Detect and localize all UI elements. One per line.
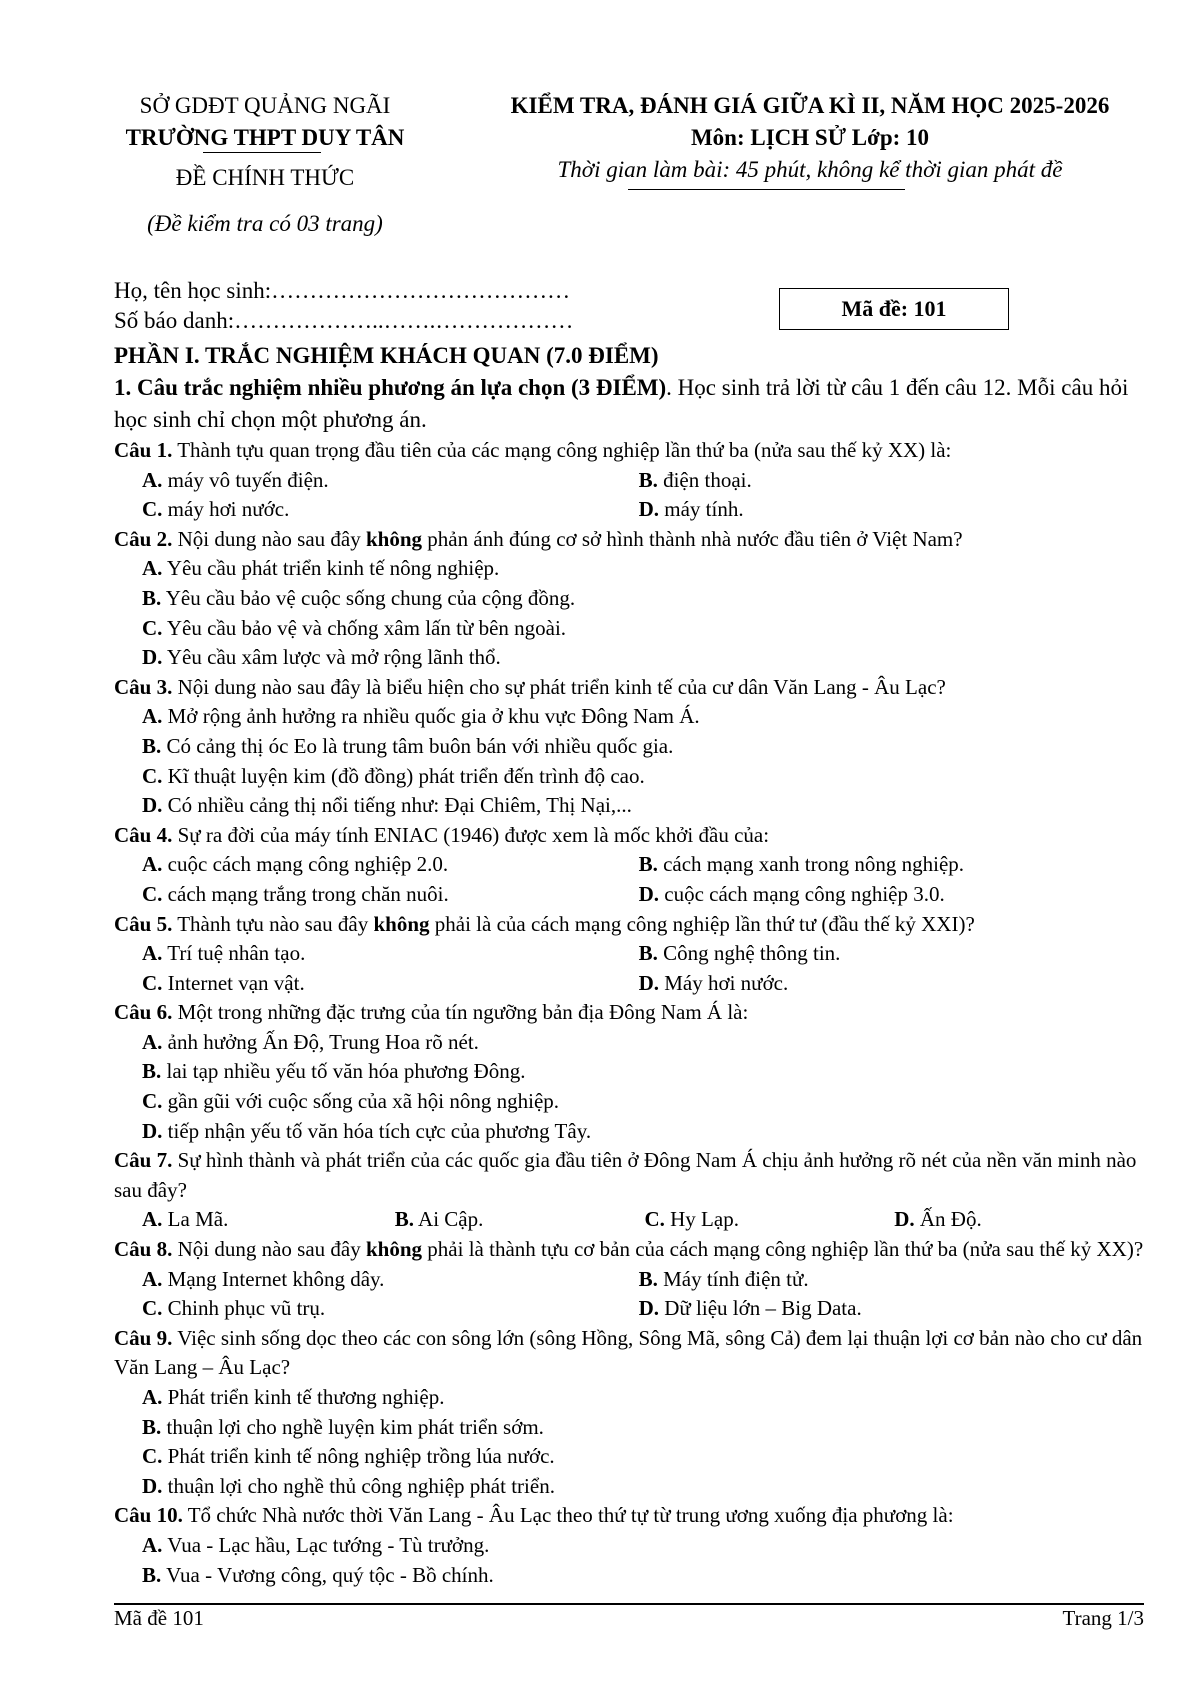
question-text: Sự ra đời của máy tính ENIAC (1946) được xem là mốc khởi đầu của: [172, 822, 770, 847]
option-text: cuộc cách mạng công nghiệp 3.0. [659, 881, 945, 906]
part-instructions [114, 372, 1144, 436]
question-stem [114, 436, 1144, 466]
option-c[interactable] [644, 1205, 894, 1235]
school-name: TRƯỜNG THPT DUY TÂN [125, 125, 405, 150]
question-text-cont: phản ánh đúng cơ sở hình thành nhà nước đầu tiên ở Việt Nam? [422, 526, 963, 551]
question-label: Câu 8. [114, 1237, 173, 1262]
question-label: Câu 10. [114, 1503, 183, 1528]
option-text: cách mạng xanh trong nông nghiệp. [657, 852, 965, 877]
question-text: Nội dung nào sau đây là biểu hiện cho sự phát triển kinh tế của cư dân Văn Lang - Âu Lạc? [172, 674, 946, 699]
option-b[interactable] [639, 466, 1144, 496]
question-2 [114, 525, 1144, 673]
option-text: lai tạp nhiều yếu tố văn hóa phương Đông. [161, 1059, 526, 1084]
question-1 [114, 436, 1144, 525]
exam-code-box: Mã đề: 101 [779, 288, 1009, 330]
option-text: máy tính. [659, 497, 744, 522]
option-letter: D. [638, 1296, 659, 1321]
header-right [450, 90, 1170, 186]
question-stem [114, 821, 1144, 851]
option-b[interactable] [639, 939, 1144, 969]
option-letter: A. [142, 1207, 163, 1232]
question-label: Câu 1. [114, 438, 173, 462]
footer-page-number: Trang 1/3 [1062, 1606, 1144, 1630]
option-d[interactable] [894, 1205, 1144, 1235]
question-label: Câu 2. [114, 526, 173, 551]
option-b[interactable] [395, 1205, 645, 1235]
option-a[interactable] [114, 466, 639, 496]
option-letter: C. [142, 763, 163, 788]
option-d[interactable] [114, 643, 1144, 673]
option-a[interactable] [114, 850, 639, 880]
question-label: Câu 9. [114, 1325, 173, 1350]
option-a[interactable] [114, 1265, 639, 1295]
option-d[interactable] [639, 495, 1144, 525]
option-c[interactable] [114, 1294, 639, 1324]
part-title: PHẦN I. TRẮC NGHIỆM KHÁCH QUAN (7.0 ĐIỂM) [114, 343, 659, 368]
question-text-cont: phải là của cách mạng công nghiệp lần thứ tư (đầu thế kỷ XXI)? [429, 911, 975, 936]
option-letter: C. [142, 497, 163, 522]
option-letter: C. [142, 1444, 163, 1469]
question-text: Nội dung nào sau đây [172, 526, 366, 551]
option-text: Internet vạn vật. [162, 970, 305, 995]
option-b[interactable] [114, 1561, 1144, 1591]
question-text: Sự hình thành và phát triển của các quốc gia đầu tiên ở Đông Nam Á chịu ảnh hưởng rõ nét của nền văn minh nào sau đây? [114, 1148, 1137, 1202]
option-text: Phát triển kinh tế thương nghiệp. [162, 1385, 445, 1409]
option-b[interactable] [114, 584, 1144, 614]
question-list [114, 436, 1144, 1590]
option-letter: D. [142, 645, 163, 670]
option-text: Công nghệ thông tin. [657, 941, 841, 966]
option-text: Mạng Internet không dây. [162, 1266, 385, 1291]
option-c[interactable] [114, 880, 639, 910]
option-letter: A. [142, 467, 163, 492]
option-d[interactable] [639, 1294, 1144, 1324]
option-letter: B. [394, 1207, 414, 1232]
option-letter: D. [638, 881, 659, 906]
question-4 [114, 821, 1144, 910]
option-letter: C. [142, 615, 163, 640]
option-text: Có cảng thị óc Eo là trung tâm buôn bán với nhiều quốc gia. [161, 733, 674, 758]
question-label: Câu 5. [114, 911, 173, 936]
school-underline [203, 152, 321, 153]
option-row [114, 969, 1144, 999]
option-letter: C. [142, 881, 163, 906]
option-c[interactable] [114, 969, 639, 999]
question-emphasis: không [373, 911, 430, 936]
option-letter: A. [142, 941, 163, 966]
option-text: Ai Cập. [413, 1207, 484, 1232]
option-letter: A. [142, 1532, 163, 1557]
option-a[interactable] [114, 939, 639, 969]
option-d[interactable] [114, 791, 1144, 821]
option-d[interactable] [114, 1117, 1144, 1147]
option-letter: D. [142, 1118, 163, 1143]
question-label: Câu 7. [114, 1148, 173, 1173]
option-a[interactable] [142, 1205, 395, 1235]
option-text: cách mạng trắng trong chăn nuôi. [162, 881, 449, 906]
option-letter: A. [142, 1385, 163, 1409]
option-letter: B. [142, 1562, 162, 1587]
question-label: Câu 4. [114, 822, 173, 847]
student-info [114, 276, 573, 336]
option-row [114, 1294, 1144, 1324]
option-letter: D. [142, 793, 163, 818]
option-letter: C. [142, 1089, 163, 1114]
option-letter: B. [638, 852, 658, 877]
option-text: Vua - Lạc hầu, Lạc tướng - Tù trưởng. [162, 1532, 490, 1557]
option-text: Máy tính điện tử. [657, 1266, 809, 1291]
option-row [114, 466, 1144, 496]
option-text: cuộc cách mạng công nghiệp 2.0. [162, 852, 449, 877]
option-letter: B. [142, 733, 162, 758]
option-letter: D. [638, 970, 659, 995]
student-name-field[interactable]: Họ, tên học sinh:………………………………… [114, 278, 571, 303]
option-c[interactable] [114, 762, 1144, 792]
question-text: Một trong những đặc trưng của tín ngưỡng bản địa Đông Nam Á là: [172, 1000, 749, 1025]
question-6 [114, 998, 1144, 1146]
option-row [114, 1265, 1144, 1295]
option-text: ảnh hưởng Ấn Độ, Trung Hoa rõ nét. [162, 1029, 479, 1054]
option-letter: A. [142, 852, 163, 877]
option-text: điện thoại. [657, 467, 752, 492]
option-letter: B. [142, 1414, 162, 1439]
question-text: Thành tựu nào sau đây [172, 911, 374, 936]
time-line: Thời gian làm bài: 45 phút, không kể thời gian phát đề [557, 157, 1063, 182]
option-a[interactable] [114, 702, 1144, 732]
option-letter: B. [638, 467, 658, 492]
header-left [90, 90, 440, 240]
footer-divider [114, 1603, 1144, 1605]
option-c[interactable] [114, 495, 639, 525]
questions-section [114, 340, 1144, 1590]
question-5 [114, 910, 1144, 999]
option-text: Mở rộng ảnh hưởng ra nhiều quốc gia ở khu vực Đông Nam Á. [162, 704, 700, 729]
part-subtitle: 1. Câu trắc nghiệm nhiều phương án lựa chọn (3 ĐIỂM) [114, 375, 667, 400]
question-stem [114, 1235, 1144, 1265]
option-text: Yêu cầu xâm lược và mở rộng lãnh thổ. [162, 645, 501, 670]
option-b[interactable] [114, 732, 1144, 762]
option-b[interactable] [114, 1057, 1144, 1087]
option-letter: C. [142, 1296, 163, 1321]
option-text: Dữ liệu lớn – Big Data. [659, 1296, 862, 1321]
option-text: Yêu cầu phát triển kinh tế nông nghiệp. [162, 556, 500, 581]
question-text: Thành tựu quan trọng đầu tiên của các mạng công nghiệp lần thứ ba (nửa sau thế kỷ XX) là: [172, 438, 952, 462]
option-d[interactable] [114, 1472, 1144, 1502]
option-letter: B. [142, 585, 162, 610]
option-b[interactable] [639, 850, 1144, 880]
option-text: Phát triển kinh tế nông nghiệp trồng lúa nước. [162, 1444, 555, 1469]
option-a[interactable] [114, 1028, 1144, 1058]
option-letter: A. [142, 556, 163, 581]
option-text: Yêu cầu bảo vệ và chống xâm lấn từ bên ngoài. [162, 615, 567, 640]
question-label: Câu 6. [114, 1000, 173, 1025]
option-row [114, 939, 1144, 969]
option-a[interactable] [114, 1383, 1144, 1413]
option-text: Trí tuệ nhân tạo. [162, 941, 306, 966]
question-stem [114, 1146, 1144, 1205]
option-text: Vua - Vương công, quý tộc - Bồ chính. [161, 1562, 494, 1587]
question-emphasis: không [366, 526, 423, 551]
exam-title: KIỂM TRA, ĐÁNH GIÁ GIỮA KÌ II, NĂM HỌC 2025-2026 [510, 93, 1110, 118]
option-letter: A. [142, 704, 163, 729]
option-c[interactable] [114, 1442, 1144, 1472]
option-letter: B. [638, 941, 658, 966]
option-text: Ấn Độ. [914, 1207, 982, 1232]
option-letter: C. [142, 970, 163, 995]
option-row [114, 880, 1144, 910]
option-a[interactable] [114, 554, 1144, 584]
option-text: thuận lợi cho nghề luyện kim phát triển sớm. [161, 1414, 544, 1439]
student-id-field[interactable]: Số báo danh:………………..…….……………… [114, 308, 574, 333]
option-text: tiếp nhận yếu tố văn hóa tích cực của phương Tây. [162, 1118, 592, 1143]
question-stem [114, 998, 1144, 1028]
question-text-cont: phải là thành tựu cơ bản của cách mạng công nghiệp lần thứ ba (nửa sau thế kỷ XX)? [422, 1237, 1144, 1262]
option-letter: B. [638, 1266, 658, 1291]
question-text: Việc sinh sống dọc theo các con sông lớn (sông Hồng, Sông Mã, sông Cả) đem lại thuận lợi cơ bản nào cho cư dân Văn Lang – Âu Lạc? [114, 1325, 1143, 1380]
question-7 [114, 1146, 1144, 1235]
option-text: Chinh phục vũ trụ. [162, 1296, 326, 1321]
time-underline [628, 189, 905, 190]
option-text: Có nhiều cảng thị nổi tiếng như: Đại Chiêm, Thị Nại,... [162, 793, 632, 818]
option-text: Máy hơi nước. [659, 970, 789, 995]
pages-note: (Đề kiểm tra có 03 trang) [147, 211, 383, 236]
question-text: Tổ chức Nhà nước thời Văn Lang - Âu Lạc theo thứ tự từ trung ương xuống địa phương là: [182, 1503, 954, 1528]
option-d[interactable] [639, 880, 1144, 910]
subject-line: Môn: LỊCH SỬ Lớp: 10 [690, 125, 930, 150]
question-stem [114, 1324, 1144, 1383]
option-letter: D. [894, 1207, 915, 1232]
question-stem [114, 525, 1144, 555]
option-letter: A. [142, 1266, 163, 1291]
option-row [114, 1205, 1144, 1235]
option-letter: C. [644, 1207, 665, 1232]
footer-exam-code: Mã đề 101 [114, 1606, 204, 1630]
option-b[interactable] [639, 1265, 1144, 1295]
question-10 [114, 1501, 1144, 1590]
official-label: ĐỀ CHÍNH THỨC [175, 165, 355, 190]
question-9 [114, 1324, 1144, 1502]
question-3 [114, 673, 1144, 821]
option-row [114, 850, 1144, 880]
option-b[interactable] [114, 1413, 1144, 1443]
option-letter: D. [638, 497, 659, 522]
option-text: máy hơi nước. [162, 497, 290, 522]
option-c[interactable] [114, 1087, 1144, 1117]
option-d[interactable] [639, 969, 1144, 999]
option-text: Yêu cầu bảo vệ cuộc sống chung của cộng đồng. [161, 585, 576, 610]
option-letter: D. [142, 1473, 163, 1498]
option-text: máy vô tuyến điện. [162, 467, 329, 492]
option-text: Hy Lạp. [664, 1207, 739, 1232]
option-text: gần gũi với cuộc sống của xã hội nông nghiệp. [162, 1089, 560, 1114]
question-label: Câu 3. [114, 674, 173, 699]
question-emphasis: không [366, 1237, 423, 1262]
option-row [114, 495, 1144, 525]
question-stem [114, 1501, 1144, 1531]
question-8 [114, 1235, 1144, 1324]
option-letter: A. [142, 1029, 163, 1054]
option-text: Kĩ thuật luyện kim (đồ đồng) phát triển đến trình độ cao. [162, 763, 645, 788]
option-text: thuận lợi cho nghề thủ công nghiệp phát triển. [162, 1473, 555, 1498]
option-a[interactable] [114, 1531, 1144, 1561]
option-text: La Mã. [162, 1207, 229, 1232]
question-stem [114, 673, 1144, 703]
part-instruction-text: . Học sinh trả lời từ câu 1 đến câu 12. Mỗi câu hỏi học sinh chỉ chọn một phương án. [114, 375, 1129, 432]
question-stem [114, 910, 1144, 940]
question-text: Nội dung nào sau đây [172, 1237, 366, 1262]
department-name: SỞ GDĐT QUẢNG NGÃI [139, 93, 391, 118]
option-c[interactable] [114, 614, 1144, 644]
option-letter: B. [142, 1059, 162, 1084]
